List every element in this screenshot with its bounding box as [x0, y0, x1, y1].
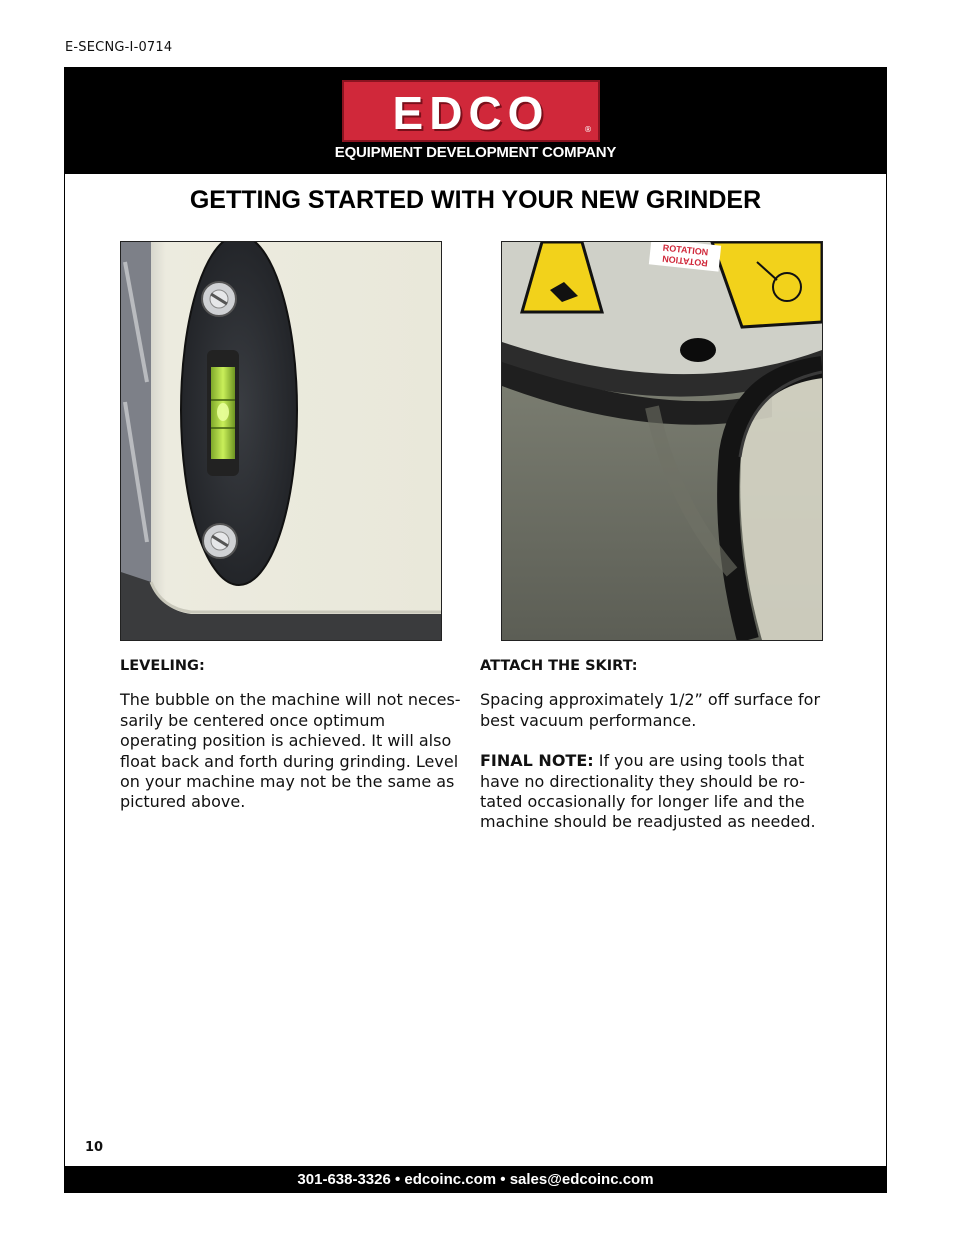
leveling-body: The bubble on the machine will not neces-sarily be centered once optimum operating position is achieved. It will also float back and forth during grinding. Level on your machine may not be the same as pictured above.	[120, 690, 461, 812]
final-note-body: If you are using tools that have no directionality they should be ro-tated occasionally for longer life and the machine should be readjusted as needed.	[480, 751, 816, 832]
footer-contact: 301-638-3326 • edcoinc.com • sales@edcoinc.com	[65, 1166, 886, 1193]
leveling-section	[120, 656, 465, 833]
skirt-heading: ATTACH THE SKIRT:	[480, 658, 638, 674]
final-note-label: FINAL NOTE:	[480, 751, 594, 771]
leveling-photo	[120, 241, 442, 641]
page-number: 10	[85, 1140, 104, 1155]
page-title: GETTING STARTED WITH YOUR NEW GRINDER	[189, 186, 762, 214]
final-note	[480, 751, 825, 833]
skirt-body: Spacing approximately 1/2” off surface for best vacuum performance.	[480, 690, 821, 730]
registered-mark: ®	[584, 125, 592, 134]
document-code: E-SECNG-I-0714	[65, 40, 173, 55]
header-band	[65, 68, 886, 174]
company-name: EQUIPMENT DEVELOPMENT COMPANY	[334, 144, 617, 161]
rotation-sticker-bottom: ROTATION	[661, 253, 709, 269]
skirt-section	[480, 656, 825, 853]
logo-text: EDCO	[392, 87, 550, 139]
leveling-photo-art	[121, 242, 441, 640]
edco-logo	[342, 80, 600, 142]
skirt-photo-art	[502, 242, 822, 640]
rotation-sticker-top: ROTATION	[662, 242, 709, 258]
skirt-photo	[501, 241, 823, 641]
page-frame	[64, 67, 887, 1193]
leveling-heading: LEVELING:	[120, 658, 205, 674]
